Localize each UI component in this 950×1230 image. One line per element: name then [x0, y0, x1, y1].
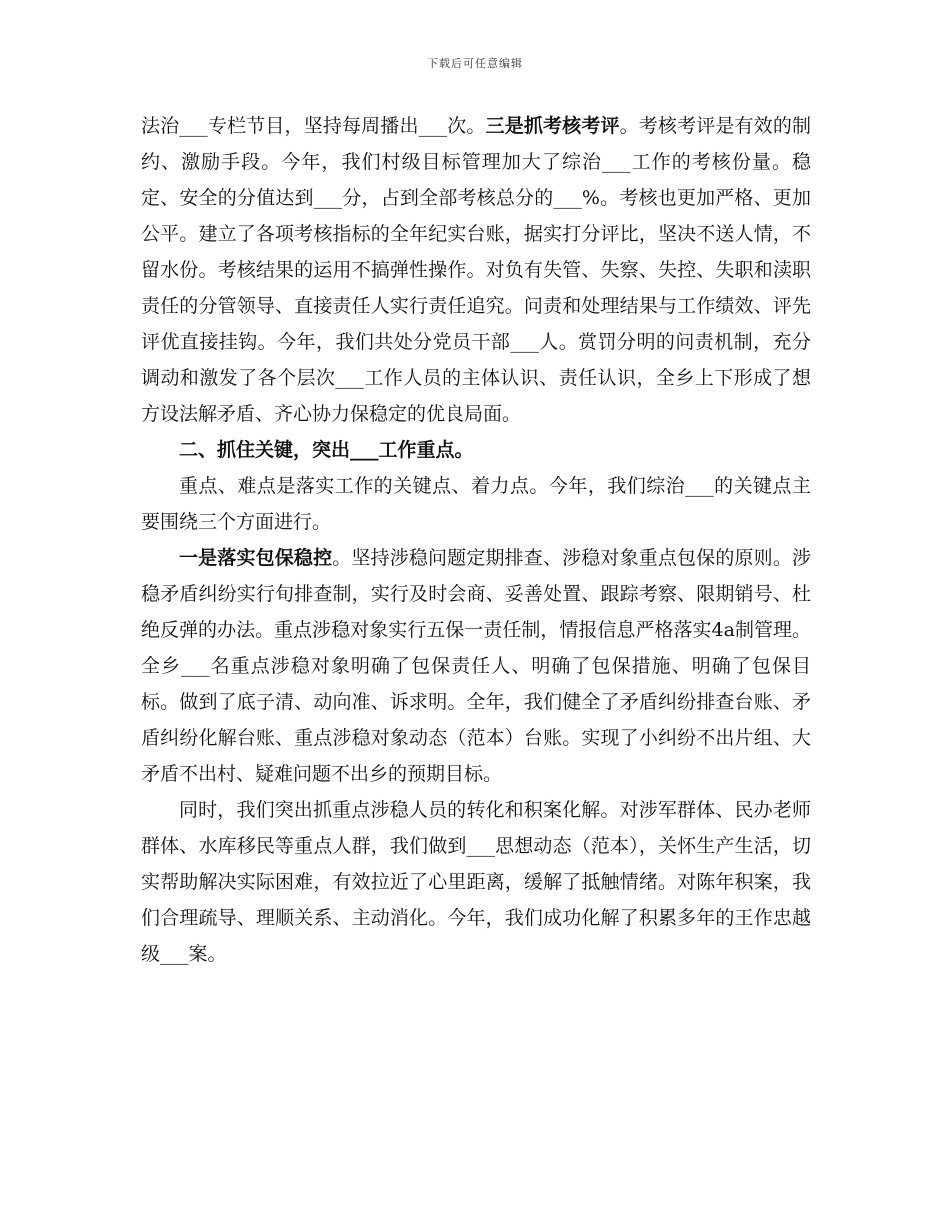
paragraph-key-personnel: 同时，我们突出抓重点涉稳人员的转化和积案化解。对涉军群体、民办老师群体、水库移民等重点人群，我们做到___思想动态（范本），关怀生产生活，切实帮助解决实际困难，有效拉近了心里距离，缓解了抵触情绪。对陈年积案，我们合理疏导、理顺关系、主动消化。今年，我们成功化解了积累多年的王作忠越级___案。: [141, 799, 811, 965]
paragraph-text: 法治___专栏节目，坚持每周播出___次。: [141, 115, 486, 137]
section-heading-2: 二、抓住关键，突出___工作重点。: [179, 439, 474, 461]
bold-phrase-assessment: 三是抓考核考评: [485, 115, 620, 137]
paragraph-assessment: [141, 108, 811, 432]
bold-phrase-stability: 一是落实包保稳控: [179, 547, 333, 569]
paragraph-text: 。坚持涉稳问题定期排查、涉稳对象重点包保的原则。涉稳矛盾纠纷实行旬排查制，实行及时会商、妥善处置、跟踪考察、限期销号、杜绝反弹的办法。重点涉稳对象实行五保一责任制，情报信息严格落实4a制管理。全乡___名重点涉稳对象明确了包保责任人、明确了包保措施、明确了包保目标。做到了底子清、动向准、诉求明。全年，我们健全了矛盾纠纷排查台账、矛盾纠纷化解台账、重点涉稳对象动态（范本）台账。实现了小纠纷不出片组、大矛盾不出村、疑难问题不出乡的预期目标。: [141, 547, 811, 785]
paragraph-key-points: 重点、难点是落实工作的关键点、着力点。今年，我们综治___的关键点主要围绕三个方面进行。: [141, 475, 811, 533]
paragraph-text: 。考核考评是有效的制约、激励手段。今年，我们村级目标管理加大了综治___工作的考核份量。稳定、安全的分值达到___分，占到全部考核总分的___%。考核也更加严格、更加公平。建立了各项考核指标的全年纪实台账，据实打分评比，坚决不送人情，不留水份。考核结果的运用不搞弹性操作。对负有失管、失察、失控、失职和渎职责任的分管领导、直接责任人实行责任追究。问责和处理结果与工作绩效、评先评优直接挂钩。今年，我们共处分党员干部___人。赏罚分明的问责机制，充分调动和激发了各个层次___工作人员的主体认识、责任认识，全乡上下形成了想方设法解矛盾、齐心协力保稳定的优良局面。: [141, 115, 811, 425]
page-header: 下载后可任意编辑: [427, 57, 523, 70]
paragraph-stability-control: [141, 540, 811, 792]
document-body: [141, 108, 811, 972]
